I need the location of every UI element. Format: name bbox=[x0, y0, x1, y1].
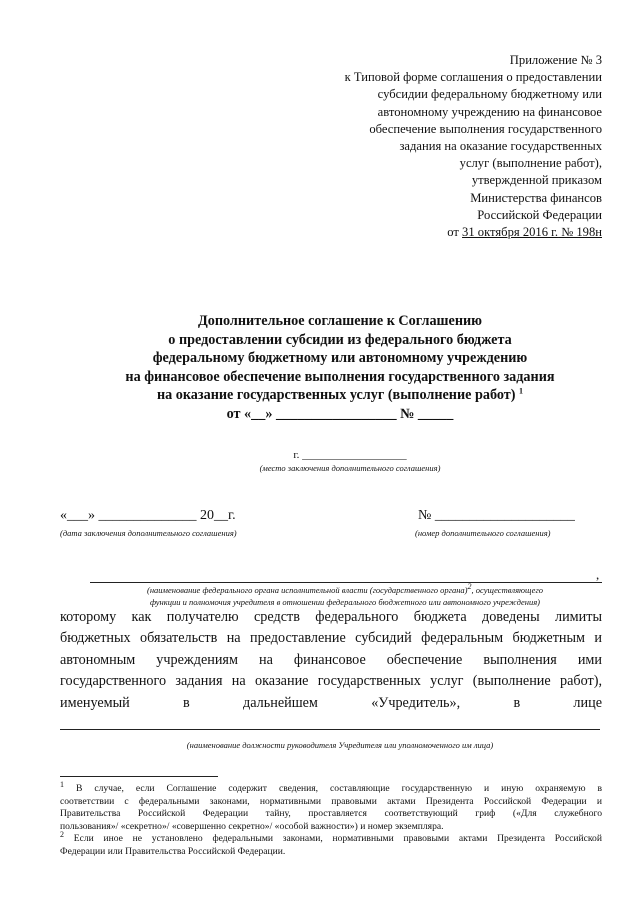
appendix-line: Российской Федерации bbox=[477, 207, 602, 222]
head-blank-line bbox=[60, 728, 600, 730]
date-line: «___» ______________ 20__г. bbox=[60, 508, 236, 523]
title-line: на финансовое обеспечение выполнения государственного задания bbox=[125, 368, 555, 385]
footnote-ref-2: 2 bbox=[467, 582, 472, 592]
place-line: г. ___________________ bbox=[293, 449, 407, 461]
title-line: федеральному бюджетному или автономному учреждению bbox=[152, 350, 528, 366]
appendix-header bbox=[272, 52, 602, 241]
body-line: которому как получателю средств федерального бюджета доведены лимиты bbox=[60, 609, 602, 625]
appendix-line: задания на оказание государственных bbox=[399, 139, 602, 154]
title-line: Дополнительное соглашение к Соглашению bbox=[197, 313, 483, 329]
body-line: именуемый в дальнейшем «Учредитель», в лице bbox=[60, 694, 602, 711]
organ-caption-text: (наименование федерального органа исполнительной власти (государственного органа) bbox=[146, 585, 468, 595]
order-date: 31 октября 2016 г. bbox=[462, 225, 559, 240]
footnote-2 bbox=[60, 830, 602, 858]
date-caption: (дата заключения дополнительного соглашения) bbox=[60, 528, 237, 538]
appendix-order-line bbox=[272, 224, 602, 241]
footnote-separator bbox=[60, 776, 218, 777]
appendix-line: автономному учреждению на финансовое bbox=[377, 104, 602, 119]
title-line bbox=[60, 386, 620, 405]
place-block bbox=[200, 449, 500, 473]
document-title bbox=[60, 312, 620, 423]
appendix-line: Министерства финансов bbox=[470, 190, 602, 205]
appendix-line: услуг (выполнение работ), bbox=[459, 156, 602, 171]
appendix-line: к Типовой форме соглашения о предоставлении bbox=[344, 70, 602, 85]
number-line: № ____________________ bbox=[418, 508, 575, 523]
appendix-line: субсидии федеральному бюджетному или bbox=[377, 87, 602, 102]
footnote-line bbox=[60, 830, 602, 846]
place-caption: (место заключения дополнительного соглашения) bbox=[259, 463, 441, 473]
body-line: бюджетных обязательств на предоставление субсидий федеральным бюджетным и bbox=[60, 630, 602, 647]
body-line: государственного задания на оказание государственных услуг (выполнение работ), bbox=[60, 673, 602, 690]
organ-caption-line1 bbox=[70, 582, 620, 597]
footnote-text: Если иное не установлено федеральными законами, нормативными правовыми актами Президента Российской bbox=[73, 833, 602, 845]
footnote-ref-1: 1 bbox=[519, 386, 524, 396]
footnote-line bbox=[60, 779, 602, 796]
number-caption: (номер дополнительного соглашения) bbox=[415, 528, 551, 538]
organ-blank-line bbox=[90, 568, 602, 583]
appendix-line: обеспечение выполнения государственного bbox=[369, 121, 602, 136]
organ-comma: , bbox=[596, 567, 600, 582]
head-caption: (наименование должности руководителя Учредителя или уполномоченного им лица) bbox=[186, 740, 494, 750]
footnote-line: соответствии с федеральными законами, нормативными правовыми актами Президента Российской Федерации и bbox=[60, 795, 602, 807]
footnote-line: Федерации или Правительства Российской Федерации. bbox=[60, 845, 286, 857]
footnotes bbox=[60, 779, 602, 859]
footnote-line: Правительства Российской Федерации тайну, проставляется соответствующий гриф («Для служебного bbox=[60, 808, 602, 820]
order-number: № 198н bbox=[558, 225, 602, 240]
appendix-line: Приложение № 3 bbox=[509, 53, 602, 67]
body-line: автономным учреждениям на финансовое обеспечение выполнения ими bbox=[60, 651, 602, 668]
order-prefix: от bbox=[447, 225, 463, 240]
body-paragraph bbox=[60, 607, 602, 714]
title-date-line: от «__» _________________ № _____ bbox=[226, 405, 454, 422]
footnote-1 bbox=[60, 779, 602, 833]
footnote-text: В случае, если Соглашение содержит сведения, составляющие государственную и иную охраняемую в bbox=[75, 783, 602, 794]
title-line: о предоставлении субсидии из федерального бюджета bbox=[168, 331, 512, 348]
organ-caption-line2: функции и полномочия учредителя в отношении федерального бюджетного или автономного учреждения) bbox=[150, 596, 540, 607]
footnote-1-number: 1 bbox=[60, 779, 64, 789]
appendix-line: утвержденной приказом bbox=[471, 173, 602, 188]
footnote-2-number: 2 bbox=[60, 830, 64, 840]
footnote-line: пользования»/ «секретно»/ «совершенно секретно»/ «особой важности») и номер экземпляра. bbox=[60, 820, 444, 832]
title-line-text: на оказание государственных услуг (выполнение работ) bbox=[156, 387, 516, 403]
organ-caption-end: , осуществляющего bbox=[471, 585, 544, 595]
organ-caption bbox=[70, 582, 620, 608]
